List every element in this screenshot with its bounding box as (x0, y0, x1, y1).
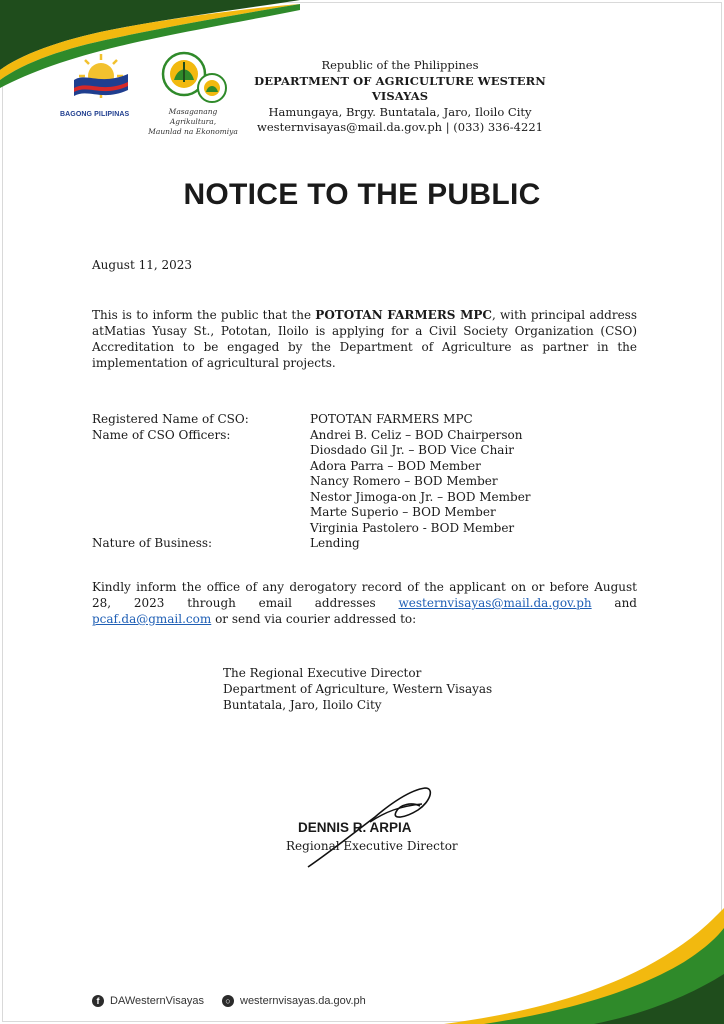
office-contact: westernvisayas@mail.da.gov.ph | (033) 336-4221 (257, 120, 543, 134)
officer-item: Diosdado Gil Jr. – BOD Vice Chair (310, 443, 515, 457)
business-row (92, 536, 637, 552)
officer-item: Nestor Jimoga-on Jr. – BOD Member (310, 489, 531, 504)
department-name: DEPARTMENT OF AGRICULTURE WESTERN VISAYAS (254, 73, 546, 103)
bagong-pilipinas-logo (70, 50, 132, 110)
signatory-name: DENNIS R. ARPIA (298, 820, 412, 835)
officers-list (310, 428, 637, 537)
officer-item: Adora Parra – BOD Member (310, 458, 481, 473)
officers-row (92, 428, 637, 537)
email-link-pcaf[interactable]: pcaf.da@gmail.com (92, 612, 212, 626)
inform-text-2: and (591, 596, 637, 610)
business-value: Lending (310, 536, 360, 550)
officer-item: Andrei B. Celiz – BOD Chairperson (310, 427, 523, 442)
courier-address (223, 665, 492, 713)
officer-item: Marte Superio – BOD Member (310, 505, 496, 519)
department-of-agriculture-seal (160, 48, 230, 110)
registered-name-value: POTOTAN FARMERS MPC (310, 412, 473, 426)
email-link-westernvisayas[interactable]: westernvisayas@mail.da.gov.ph (398, 596, 592, 610)
address-line-1: The Regional Executive Director (223, 666, 422, 680)
intro-text-after: , with principal address atMatias Yusay St., Pototan, Iloilo is applying for a Civil Society Organization (CSO) Accreditation to be engaged by the Department of Agriculture as partner in the implementation of agricultural projects. (92, 308, 637, 370)
intro-paragraph (92, 307, 637, 371)
page-title: NOTICE TO THE PUBLIC (183, 178, 541, 211)
inform-paragraph (92, 579, 637, 627)
globe-icon: ○ (222, 995, 234, 1007)
registered-name-row (92, 412, 637, 428)
website-url: westernvisayas.da.gov.ph (240, 995, 366, 1007)
footer-website[interactable] (222, 995, 366, 1007)
registered-name-label: Registered Name of CSO: (92, 412, 249, 426)
address-line-2: Department of Agriculture, Western Visayas (223, 682, 493, 696)
officer-item: Nancy Romero – BOD Member (310, 474, 498, 488)
republic-label: Republic of the Philippines (321, 58, 479, 72)
tagline-line-1: Masaganang Agrikultura, (168, 107, 218, 126)
notice-date: August 11, 2023 (92, 258, 193, 272)
footer-facebook[interactable] (92, 995, 204, 1007)
agency-tagline (145, 107, 241, 137)
letterhead (250, 58, 550, 136)
inform-text-1: Kindly inform the office of any derogatory record of the applicant on or before August 28, 2023 through email addresses (92, 580, 637, 610)
office-address: Hamungaya, Brgy. Buntatala, Jaro, Iloilo City (268, 104, 532, 119)
tagline-line-2: Maunlad na Ekonomiya (148, 127, 238, 136)
address-line-3: Buntatala, Jaro, Iloilo City (223, 698, 382, 712)
cso-details (92, 412, 637, 552)
footer-swoosh-graphic (444, 900, 724, 1024)
facebook-handle: DAWesternVisayas (110, 995, 204, 1007)
bagong-pilipinas-label: BAGONG PILIPINAS (60, 111, 130, 118)
business-label: Nature of Business: (92, 536, 213, 550)
organization-name: POTOTAN FARMERS MPC (315, 308, 492, 322)
intro-text-before: This is to inform the public that the (92, 308, 316, 322)
officer-item: Virginia Pastolero - BOD Member (310, 520, 515, 535)
inform-text-3: or send via courier addressed to: (211, 612, 417, 626)
signatory-title: Regional Executive Director (286, 839, 458, 853)
officers-label: Name of CSO Officers: (92, 427, 231, 442)
facebook-icon: f (92, 995, 104, 1007)
